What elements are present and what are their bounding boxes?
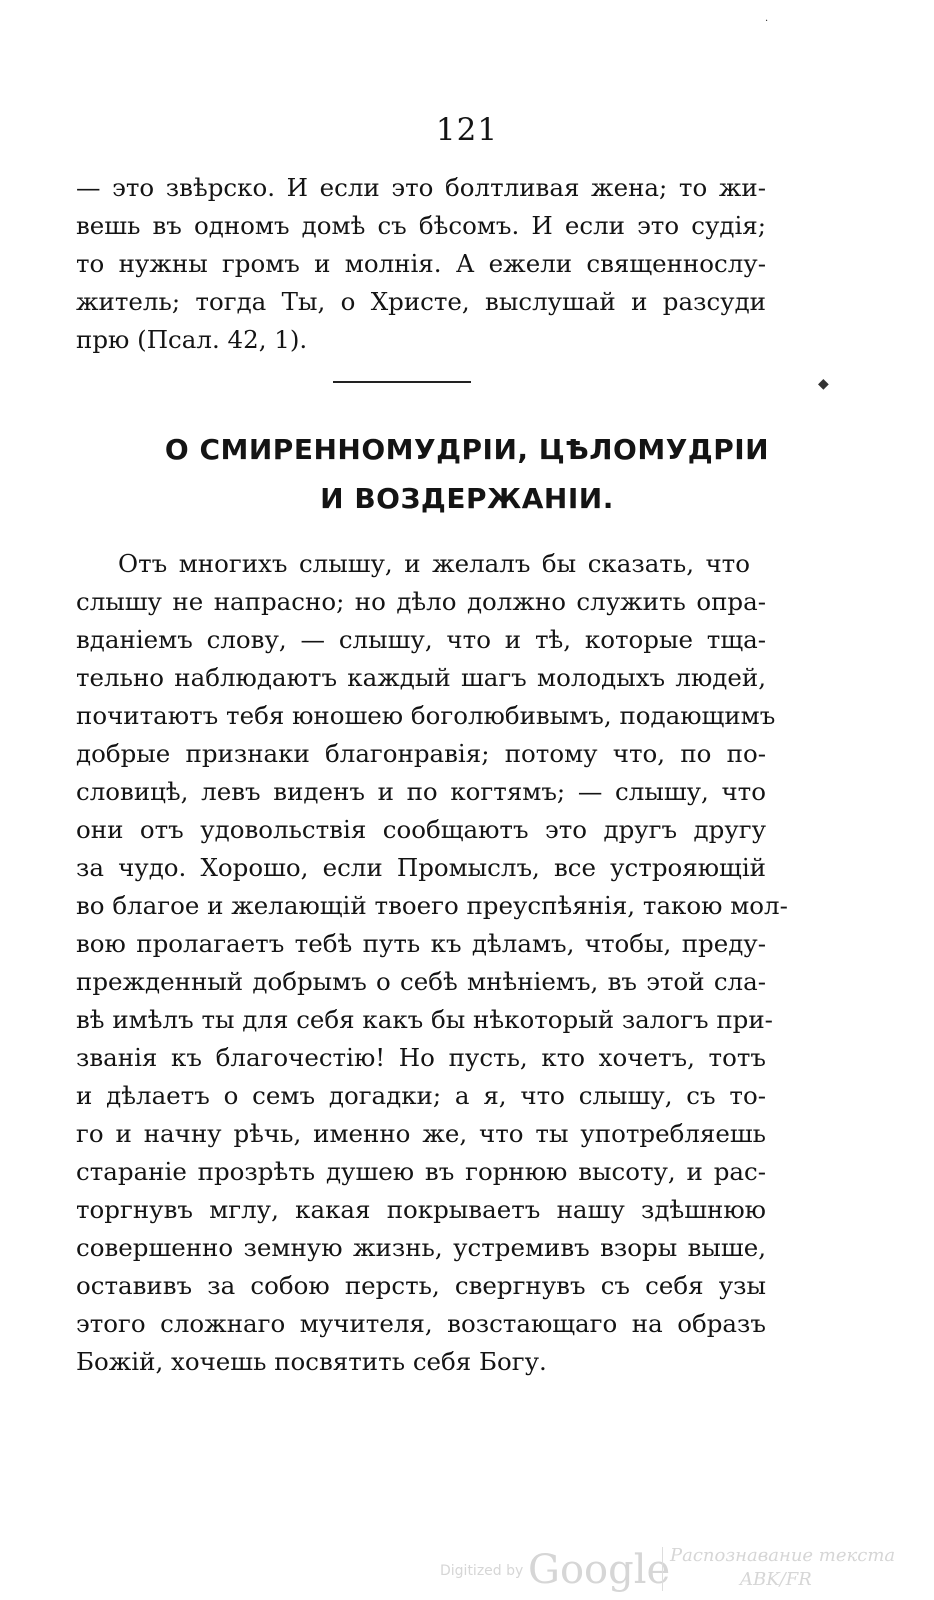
- text-line: словицѣ, левъ виденъ и по когтямъ; — слышу, что: [76, 777, 766, 806]
- heading-line: О СМИРЕННОМУДРІИ, ЦѢЛОМУДРІИ: [164, 433, 770, 466]
- section-divider: [333, 381, 471, 383]
- watermark-google-logo: Google: [528, 1547, 671, 1593]
- text-line: совершенно земную жизнь, устремивъ взоры выше,: [76, 1233, 766, 1262]
- digitization-watermark: [440, 1545, 900, 1593]
- text-line: — это звѣрско. И если это болтливая жена; то жи-: [76, 173, 766, 202]
- text-line: го и начну рѣчь, именно же, что ты употребляешь: [76, 1119, 766, 1148]
- text-line: почитаютъ тебя юношею боголюбивымъ, подающимъ: [76, 701, 776, 730]
- text-line: вданіемъ слову, — слышу, что и тѣ, которые тща-: [76, 625, 766, 654]
- text-line: этого сложнаго мучителя, возстающаго на образъ: [76, 1309, 766, 1338]
- text-line: слышу не напрасно; но дѣло должно служить опра-: [76, 587, 766, 616]
- text-line: и дѣлаетъ о семъ догадки; а я, что слышу, съ то-: [76, 1081, 766, 1110]
- watermark-ocr-label: Распознавание текста: [670, 1545, 896, 1566]
- text-line: Божій, хочешь посвятить себя Богу.: [76, 1347, 547, 1376]
- watermark-digitized-by: Digitized by: [440, 1563, 524, 1579]
- text-line: добрые признаки благонравія; потому что, по по-: [76, 739, 766, 768]
- text-line: вешь въ одномъ домѣ съ бѣсомъ. И если это судія;: [76, 211, 766, 240]
- text-line: торгнувъ мглу, какая покрываетъ нашу здѣшнюю: [76, 1195, 766, 1224]
- text-line: стараніе прозрѣть душею въ горнюю высоту, и рас-: [76, 1157, 766, 1186]
- text-line: прежденный добрымъ о себѣ мнѣніемъ, въ этой сла-: [76, 967, 766, 996]
- text-line: прю (Псал. 42, 1).: [76, 325, 308, 354]
- text-line: вою пролагаетъ тебѣ путь къ дѣламъ, чтобы, преду-: [76, 929, 766, 958]
- page-number: 121: [435, 112, 499, 148]
- watermark-ocr-credit: ABK/FR: [740, 1569, 812, 1590]
- heading-line: И ВОЗДЕРЖАНІИ.: [320, 482, 614, 515]
- watermark-divider: [662, 1547, 663, 1591]
- text-line: за чудо. Хорошо, если Промыслъ, все устрояющій: [76, 853, 766, 882]
- text-line: вѣ имѣлъ ты для себя какъ бы нѣкоторый залогъ при-: [76, 1005, 773, 1034]
- text-line: житель; тогда Ты, о Христе, выслушай и разсуди: [76, 287, 766, 316]
- text-line: во благое и желающій твоего преуспѣянія, такою мол-: [76, 891, 788, 920]
- text-line: они отъ удовольствія сообщаютъ это другъ другу: [76, 815, 766, 844]
- speck-mark: ◆: [818, 376, 829, 392]
- text-line: Отъ многихъ слышу, и желалъ бы сказать, что: [118, 549, 750, 578]
- text-line: оставивъ за собою персть, свергнувъ съ себя узы: [76, 1271, 766, 1300]
- text-line: званія къ благочестію! Но пусть, кто хочетъ, тотъ: [76, 1043, 766, 1072]
- text-line: то нужны громъ и молнія. А ежели священнослу-: [76, 249, 766, 278]
- text-line: тельно наблюдаютъ каждый шагъ молодыхъ людей,: [76, 663, 766, 692]
- speck-mark: ·: [765, 16, 769, 27]
